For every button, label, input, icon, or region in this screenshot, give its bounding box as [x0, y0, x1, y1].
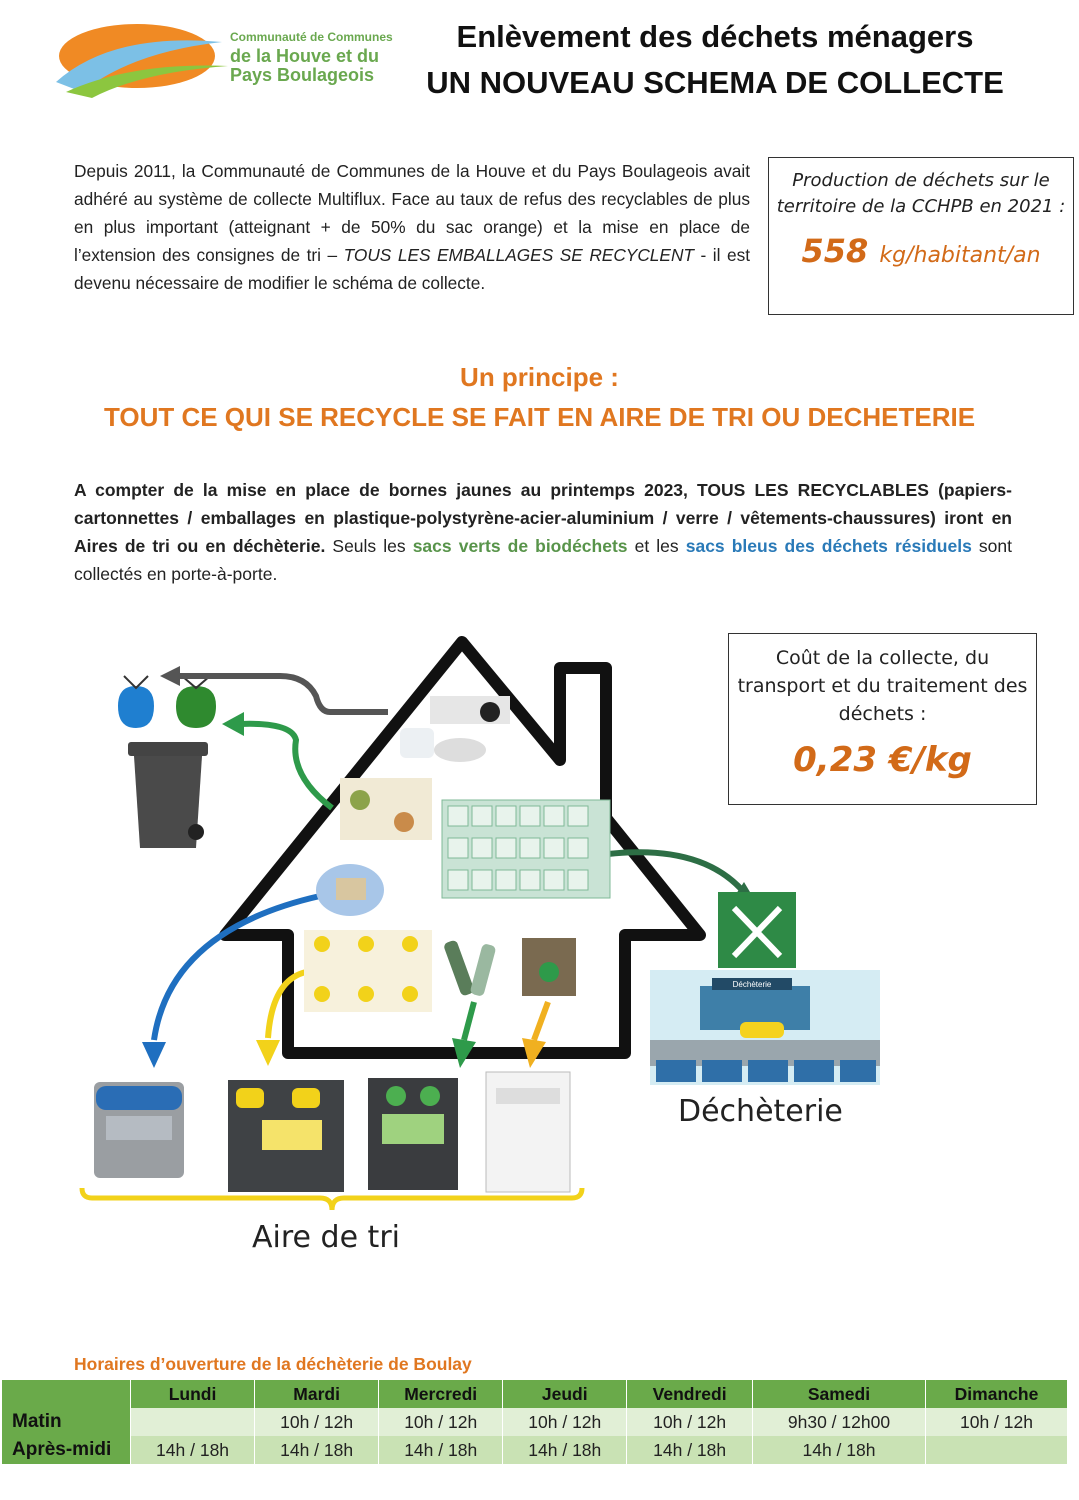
- body-green: sacs verts de biodéchets: [412, 536, 628, 556]
- day-wednesday: Mercredi: [379, 1380, 503, 1408]
- morning-tuesday: 10h / 12h: [255, 1408, 379, 1436]
- green-arrow-glass-icon: [464, 1002, 474, 1040]
- afternoon-tuesday: 14h / 18h: [255, 1436, 379, 1464]
- plate-icon: [434, 738, 486, 762]
- cost-box: [728, 633, 1037, 805]
- title-line1: Enlèvement des déchets ménagers: [456, 19, 974, 54]
- food-waste-icon: [340, 778, 432, 840]
- afternoon-sunday: [926, 1436, 1068, 1464]
- textile-container-icon: [486, 1072, 570, 1192]
- title-line2: UN NOUVEAU SCHEMA DE COLLECTE: [426, 65, 1004, 100]
- afternoon-monday: 14h / 18h: [131, 1436, 255, 1464]
- production-label: Production de déchets sur le territoire de la CCHPB en 2021 :: [776, 170, 1066, 217]
- production-box: [768, 157, 1074, 315]
- plastic-bag-icon: [400, 728, 434, 758]
- hours-corner: [2, 1380, 131, 1408]
- logo-sun-icon: [52, 22, 232, 102]
- row-label-morning: Matin: [2, 1408, 131, 1436]
- morning-sunday: 10h / 12h: [926, 1408, 1068, 1436]
- glass-bottles-icon: [443, 939, 497, 997]
- day-monday: Lundi: [131, 1380, 255, 1408]
- orange-arrow-icon: [534, 1002, 548, 1040]
- page-title: [410, 14, 1020, 106]
- paper-cardboard-icon: [316, 864, 384, 916]
- morning-monday: [131, 1408, 255, 1436]
- principle-line2: TOUT CE QUI SE RECYCLE SE FAIT EN AIRE DE TRI OU DECHETERIE: [103, 402, 976, 432]
- morning-wednesday: 10h / 12h: [379, 1408, 503, 1436]
- principle-heading: [0, 357, 1079, 437]
- logo-line1: Communauté de Communes: [230, 30, 393, 44]
- logo-line2: de la Houve et du: [230, 46, 380, 66]
- packaging-rules-icon: [304, 930, 432, 1012]
- afternoon-saturday: 14h / 18h: [752, 1436, 925, 1464]
- body-blue: sacs bleus des déchets résiduels: [685, 536, 972, 556]
- glass-container-icon: [368, 1078, 458, 1190]
- body-bold: A compter de la mise en place de bornes jaunes au printemps 2023, TOUS LES RECYCLABLES (papiers-cartonnettes / emballages en plastique-polystyrène-acier-aluminium / verre / vêtements-chaussures) iront en Aires de tri ou en déchèterie.: [74, 480, 1012, 556]
- day-friday: Vendredi: [627, 1380, 753, 1408]
- clothes-icon: [430, 696, 510, 724]
- decheterie-label: Déchèterie: [678, 1094, 843, 1129]
- dark-green-arrow-icon: [608, 852, 742, 890]
- day-sunday: Dimanche: [926, 1380, 1068, 1408]
- logo-text: [230, 28, 393, 85]
- morning-saturday: 9h30 / 12h00: [752, 1408, 925, 1436]
- green-arrow-top-icon: [240, 724, 332, 808]
- hours-table: [2, 1380, 1068, 1464]
- production-value-line: [769, 232, 1073, 270]
- table-row: [2, 1408, 1068, 1436]
- morning-thursday: 10h / 12h: [503, 1408, 627, 1436]
- decheterie-building-icon: [650, 970, 880, 1085]
- intro-italic: TOUS LES EMBALLAGES SE RECYCLENT: [343, 245, 694, 265]
- body-text2: et les: [627, 536, 686, 556]
- cost-value: 0,23 €/kg: [793, 740, 972, 780]
- body-text3: sont collectés en porte-à-porte.: [74, 536, 1013, 584]
- row-label-afternoon: Après-midi: [2, 1436, 131, 1464]
- intro-part1: Depuis 2011, la Communauté de Communes de la Houve et du Pays Boulageois avait adhéré au système de collecte Multiflux. Face au taux de refus des recyclables de plus en plus important (atteignant + de 50% du sac orange) et la mise en place de l’extension des consignes de tri –: [74, 161, 750, 265]
- logo-line3: Pays Boulageois: [230, 65, 375, 85]
- intro-paragraph: [74, 157, 750, 297]
- logo: [52, 22, 402, 102]
- afternoon-wednesday: 14h / 18h: [379, 1436, 503, 1464]
- blue-container-icon: [94, 1082, 184, 1178]
- body-text1: Seuls les: [325, 536, 413, 556]
- blue-bag-icon: [118, 676, 154, 728]
- decheterie-sign-icon: [718, 892, 796, 968]
- hours-header-row: [2, 1380, 1068, 1408]
- day-thursday: Jeudi: [503, 1380, 627, 1408]
- cost-label: Coût de la collecte, du transport et du traitement des déchets :: [737, 647, 1028, 725]
- afternoon-friday: 14h / 18h: [627, 1436, 753, 1464]
- day-saturday: Samedi: [752, 1380, 925, 1408]
- decheterie-sign-text: Déchèterie: [732, 980, 772, 989]
- afternoon-thursday: 14h / 18h: [503, 1436, 627, 1464]
- table-row: [2, 1436, 1068, 1464]
- day-tuesday: Mardi: [255, 1380, 379, 1408]
- yellow-container-icon: [228, 1080, 344, 1192]
- morning-friday: 10h / 12h: [627, 1408, 753, 1436]
- body-paragraph: [74, 476, 1012, 588]
- sorting-rules-icon: [442, 800, 610, 898]
- principle-line1: Un principe :: [460, 362, 619, 392]
- production-unit: kg/habitant/an: [879, 243, 1041, 268]
- intro-part2: - il est devenu nécessaire de modifier le schéma de collecte.: [74, 245, 751, 293]
- aire-de-tri-label: Aire de tri: [252, 1220, 400, 1255]
- textile-box-icon: [522, 938, 576, 996]
- hours-title: Horaires d’ouverture de la déchèterie de Boulay: [74, 1354, 472, 1374]
- production-value: 558: [801, 232, 869, 270]
- green-bag-icon: [176, 676, 216, 728]
- grey-bin-icon: [128, 742, 208, 848]
